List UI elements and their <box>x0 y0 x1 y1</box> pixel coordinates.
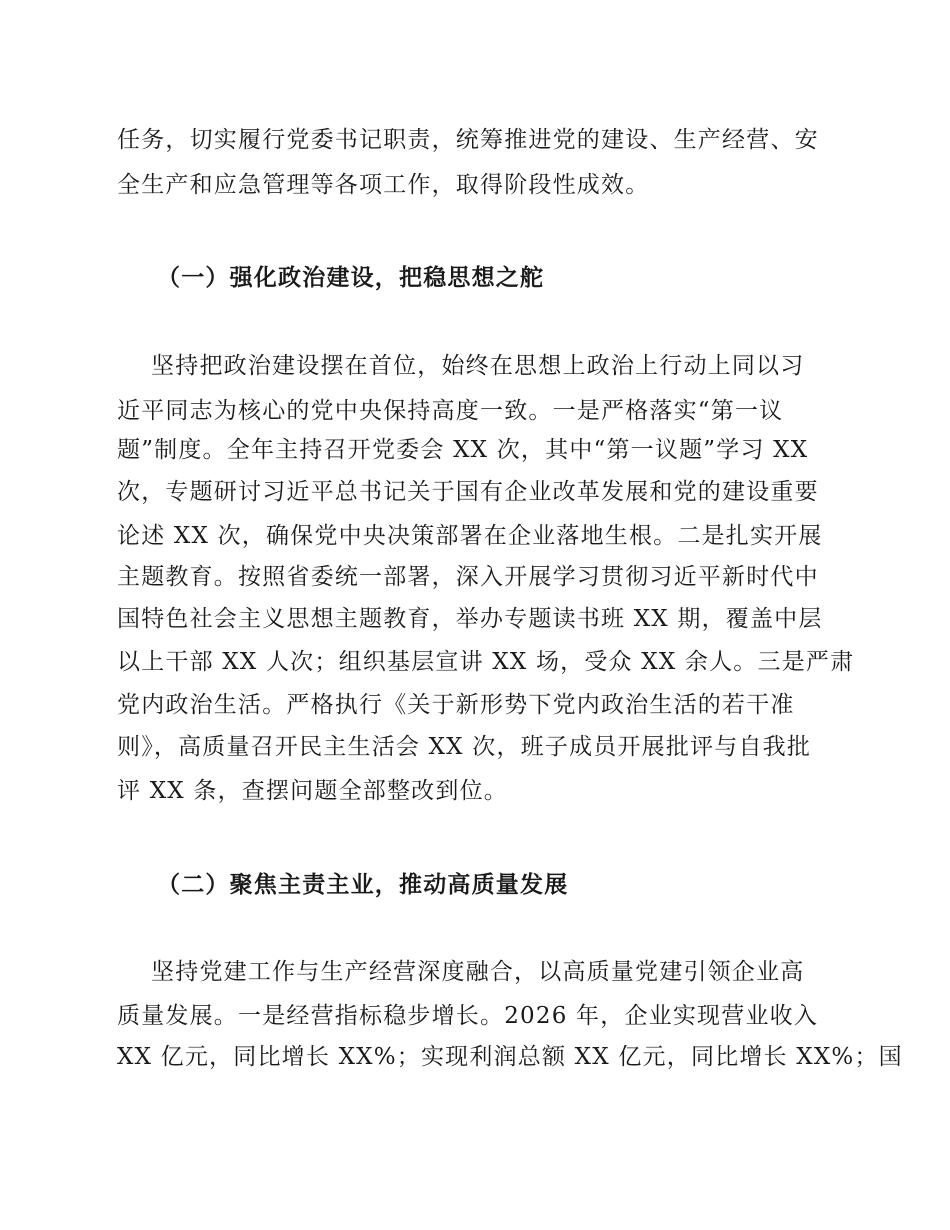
body-text-line: 主题教育。按照省委统一部署，深入开展学习贯彻习近平新时代中 <box>117 564 819 590</box>
body-text-line: 则》，高质量召开民主生活会 XX 次，班子成员开展批评与自我批 <box>117 734 812 760</box>
body-text-line: 坚持把政治建设摆在首位，始终在思想上政治上行动上同以习 <box>117 353 805 379</box>
body-text-line: 次，专题研讨习近平总书记关于国有企业改革发展和党的建设重要 <box>117 479 819 505</box>
body-text-line: XX 亿元，同比增长 XX%；实现利润总额 XX 亿元，同比增长 XX%；国 <box>117 1044 903 1070</box>
body-text-line: 全生产和应急管理等各项工作，取得阶段性成效。 <box>117 172 650 198</box>
body-text-line: 坚持党建工作与生产经营深度融合，以高质量党建引领企业高 <box>117 959 805 985</box>
body-text-line: 任务，切实履行党委书记职责，统筹推进党的建设、生产经营、安 <box>117 127 819 153</box>
body-text-line: 党内政治生活。严格执行《关于新形势下党内政治生活的若干准 <box>117 692 795 718</box>
section-heading: （一）强化政治建设，把稳思想之舵 <box>157 264 545 291</box>
body-text-line: 国特色社会主义思想主题教育，举办专题读书班 XX 期，覆盖中层 <box>117 606 823 632</box>
body-text-line: 近平同志为核心的党中央保持高度一致。一是严格落实“第一议 <box>117 398 784 424</box>
section-heading: （二）聚焦主责主业，推动高质量发展 <box>157 871 569 898</box>
body-text-line: 以上干部 XX 人次；组织基层宣讲 XX 场，受众 XX 余人。三是严肃 <box>117 649 855 675</box>
body-text-line: 论述 XX 次，确保党中央决策部署在企业落地生根。二是扎实开展 <box>117 523 823 549</box>
body-text-line: 评 XX 条，查摆问题全部整改到位。 <box>117 778 508 804</box>
body-text-line: 题”制度。全年主持召开党委会 XX 次，其中“第一议题”学习 XX <box>117 437 809 463</box>
body-text-line: 质量发展。一是经营指标稳步增长。2026 年，企业实现营业收入 <box>117 1003 819 1029</box>
